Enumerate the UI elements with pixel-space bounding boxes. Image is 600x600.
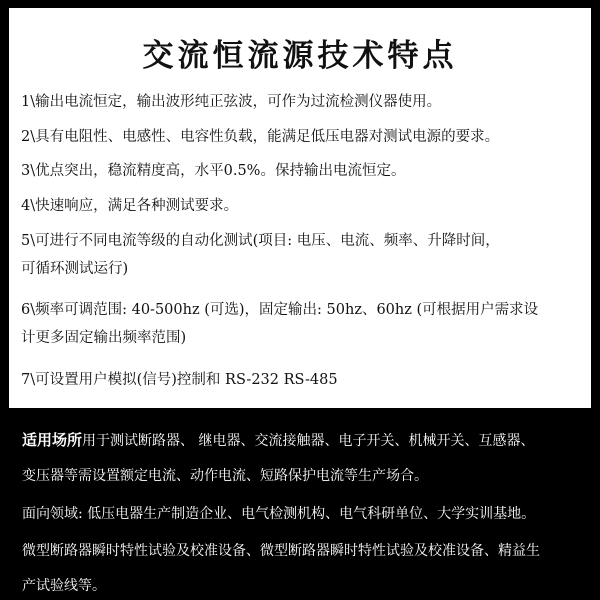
feature-item-6 bbox=[21, 302, 589, 346]
features-panel bbox=[9, 8, 591, 408]
feature-text-continued: 计更多固定输出频率范围) bbox=[21, 330, 187, 346]
feature-text: 3\优点突出，稳流精度高，水平0.5%。保持输出电流恒定。 bbox=[21, 163, 406, 179]
feature-item-4 bbox=[21, 198, 589, 214]
applications-line bbox=[22, 432, 594, 449]
feature-item-1 bbox=[21, 94, 589, 110]
equipment-line: 微型断路器瞬时特性试验及校准设备、微型断路器瞬时特性试验及校准设备、精益生 bbox=[22, 543, 540, 559]
applications-label: 适用场所 bbox=[22, 431, 83, 449]
feature-text: 4\快速响应，满足各种测试要求。 bbox=[21, 198, 239, 214]
feature-text: 7\可设置用户模拟(信号)控制和 RS-232 RS-485 bbox=[21, 372, 338, 388]
feature-item-5 bbox=[21, 233, 589, 277]
feature-text-continued: 可循环测试运行) bbox=[21, 261, 129, 277]
feature-text: 6\频率可调范围: 40-500hz (可选)，固定输出: 50hz、60hz (可根据用户需求设 bbox=[21, 302, 539, 318]
feature-text: 2\具有电阻性、电感性、电容性负载，能满足低压电器对测试电源的要求。 bbox=[21, 129, 500, 145]
feature-item-3 bbox=[21, 163, 589, 179]
domains-line: 面向领域: 低压电器生产制造企业、电气检测机构、电气科研单位、大学实训基地。 bbox=[22, 506, 536, 522]
feature-text: 1\输出电流恒定，输出波形纯正弦波，可作为过流检测仪器使用。 bbox=[21, 94, 442, 110]
applications-text: 用于测试断路器、 继电器、交流接触器、电子开关、机械开关、互感器、 bbox=[82, 433, 535, 449]
equipment-line-continued: 产试验线等。 bbox=[22, 578, 106, 594]
feature-item-2 bbox=[21, 129, 589, 145]
feature-text: 5\可进行不同电流等级的自动化测试(项目: 电压、电流、频率、升降时间， bbox=[21, 233, 500, 249]
applications-section bbox=[0, 412, 600, 600]
applications-line: 变压器等需设置额定电流、动作电流、短路保护电流等生产场合。 bbox=[22, 468, 428, 484]
feature-item-7 bbox=[21, 372, 589, 388]
page-title: 交流恒流源技术特点 bbox=[142, 38, 458, 74]
